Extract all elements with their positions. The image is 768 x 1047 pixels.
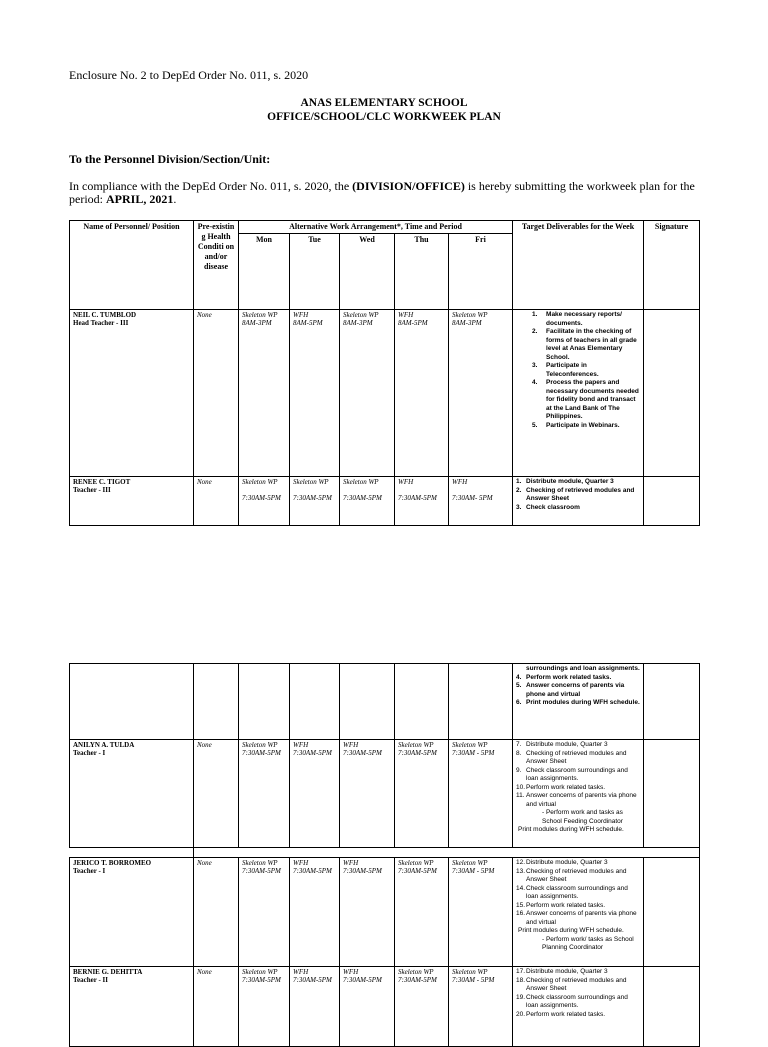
personnel-cell bbox=[70, 967, 194, 1047]
header-deliverables: Target Deliverables for the Week bbox=[513, 221, 644, 310]
signature-cell[interactable] bbox=[644, 740, 700, 848]
personnel-cell bbox=[70, 477, 194, 526]
schedule-mon bbox=[239, 310, 290, 477]
health-condition: None bbox=[194, 477, 239, 526]
arrangement: WFH bbox=[398, 311, 414, 319]
table-row bbox=[70, 740, 700, 848]
deliverables-cell bbox=[513, 967, 644, 1047]
deliverables-cell bbox=[513, 740, 644, 848]
deliverable-item: 7. Distribute module, Quarter 3 bbox=[516, 741, 608, 748]
schedule-fri: Skeleton WP 7:30AM - 5PM bbox=[449, 967, 513, 1047]
time: 8AM-5PM bbox=[293, 319, 323, 327]
deliverable-item: 18. Checking of retrieved modules and Answer Sheet bbox=[516, 976, 627, 992]
deliverable-subitem: - Perform work/ tasks as School Planning Coordinator bbox=[542, 935, 634, 951]
personnel-position: Teacher - II bbox=[73, 976, 108, 984]
health-condition: None bbox=[194, 310, 239, 477]
plan-title: OFFICE/SCHOOL/CLC WORKWEEK PLAN bbox=[267, 111, 501, 123]
deliverable-item: 3. Participate in Teleconferences. bbox=[532, 362, 599, 378]
school-name: ANAS ELEMENTARY SCHOOL bbox=[300, 97, 468, 109]
personnel-position: Teacher - I bbox=[73, 749, 106, 757]
table-row bbox=[70, 664, 700, 740]
table-row bbox=[70, 477, 700, 526]
deliverable-item: 3. Check classroom bbox=[516, 503, 580, 511]
deliverable-item: 5. Answer concerns of parents via phone and virtual bbox=[516, 682, 625, 698]
header-tue: Tue bbox=[290, 234, 340, 310]
schedule-thu: Skeleton WP 7:30AM-5PM bbox=[395, 967, 449, 1047]
arrangement: Skeleton WP bbox=[343, 311, 379, 319]
personnel-name: NEIL C. TUMBLOD bbox=[73, 311, 137, 319]
deliverable-item: surroundings and loan assignments. bbox=[526, 665, 640, 672]
deliverable-item: 9. Check classroom surroundings and loan assignments. bbox=[516, 766, 628, 782]
personnel-position: Head Teacher - III bbox=[73, 319, 129, 327]
schedule-wed bbox=[340, 310, 395, 477]
intro-text-2: is hereby submitting the workweek plan for the period: bbox=[69, 179, 695, 206]
schedule-wed: Skeleton WP 7:30AM-5PM bbox=[340, 477, 395, 526]
personnel-name: ANILYN A. TULDA bbox=[73, 741, 135, 749]
table-row bbox=[70, 310, 700, 477]
schedule-wed: WFH 7:30AM-5PM bbox=[340, 967, 395, 1047]
deliverable-item: 20. Perform work related tasks. bbox=[516, 1010, 606, 1018]
intro-text-3: . bbox=[173, 192, 177, 206]
table-row bbox=[70, 967, 700, 1047]
enclosure-note: Enclosure No. 2 to DepEd Order No. 011, s. 2020 bbox=[69, 68, 309, 82]
personnel-cell bbox=[70, 740, 194, 848]
deliverable-item: 19. Check classroom surroundings and loan assignments. bbox=[516, 993, 628, 1009]
deliverable-item: 13. Checking of retrieved modules and Answer Sheet bbox=[516, 867, 627, 883]
deliverables-cell bbox=[513, 477, 644, 526]
deliverable-item: 4. Perform work related tasks. bbox=[516, 673, 612, 681]
schedule-tue: WFH 7:30AM-5PM bbox=[290, 967, 340, 1047]
schedule-mon: Skeleton WP 7:30AM-5PM bbox=[239, 740, 290, 848]
deliverable-item: 11. Answer concerns of parents via phone and virtual bbox=[516, 792, 637, 808]
header-wed: Wed bbox=[340, 234, 395, 310]
personnel-name: BERNIE G. DEHITTA bbox=[73, 968, 143, 976]
header-thu: Thu bbox=[395, 234, 449, 310]
deliverable-extra: Print modules during WFH schedule. bbox=[518, 927, 624, 934]
time: 8AM-3PM bbox=[452, 319, 482, 327]
schedule-thu: Skeleton WP 7:30AM-5PM bbox=[395, 858, 449, 967]
schedule-wed: WFH 7:30AM-5PM bbox=[340, 740, 395, 848]
header-name: Name of Personnel/ Position bbox=[70, 221, 194, 310]
personnel-cell bbox=[70, 858, 194, 967]
signature-cell[interactable] bbox=[644, 967, 700, 1047]
deliverable-item: 4. Process the papers and necessary documents needed for fidelity bond and transact at the Land Bank of The Philippines. bbox=[532, 379, 639, 420]
personnel-name: RENEE C. TIGOT bbox=[73, 478, 131, 486]
time: 8AM-3PM bbox=[242, 319, 272, 327]
intro-paragraph bbox=[69, 180, 709, 206]
deliverables-cell bbox=[513, 858, 644, 967]
schedule-thu: Skeleton WP 7:30AM-5PM bbox=[395, 740, 449, 848]
header-fri: Fri bbox=[449, 234, 513, 310]
personnel-cell bbox=[70, 310, 194, 477]
deliverable-item: 2. Checking of retrieved modules and Answer Sheet bbox=[516, 486, 635, 502]
arrangement: WFH bbox=[293, 311, 309, 319]
schedule-mon: Skeleton WP 7:30AM-5PM bbox=[239, 477, 290, 526]
arrangement: Skeleton WP bbox=[242, 311, 278, 319]
deliverables-cell bbox=[513, 310, 644, 477]
deliverables-cell bbox=[513, 664, 644, 740]
deliverable-item: 15. Perform work related tasks. bbox=[516, 901, 606, 909]
schedule-tue bbox=[290, 310, 340, 477]
schedule-fri: Skeleton WP 7:30AM - 5PM bbox=[449, 858, 513, 967]
deliverable-extra: Print modules during WFH schedule. bbox=[518, 826, 624, 833]
deliverable-item: 2. Facilitate in the checking of forms of teachers in all grade level at Anas Elementary School. bbox=[532, 328, 637, 361]
deliverable-item: 8. Checking of retrieved modules and Answer Sheet bbox=[516, 749, 627, 765]
salutation: To the Personnel Division/Section/Unit: bbox=[69, 152, 271, 166]
schedule-fri bbox=[449, 310, 513, 477]
schedule-wed: WFH 7:30AM-5PM bbox=[340, 858, 395, 967]
signature-cell[interactable] bbox=[644, 310, 700, 477]
deliverable-item: 6. Print modules during WFH schedule. bbox=[516, 699, 640, 706]
time: 8AM-3PM bbox=[343, 319, 373, 327]
arrangement: Skeleton WP bbox=[452, 311, 488, 319]
deliverable-item: 1. Make necessary reports/ documents. bbox=[532, 311, 622, 327]
signature-cell[interactable] bbox=[644, 858, 700, 967]
schedule-mon: Skeleton WP 7:30AM-5PM bbox=[239, 858, 290, 967]
intro-text-1: In compliance with the DepEd Order No. 011, s. 2020, the bbox=[69, 179, 353, 193]
time: 8AM-5PM bbox=[398, 319, 428, 327]
personnel-position: Teacher - I bbox=[73, 867, 106, 875]
deliverable-item: 1. Distribute module, Quarter 3 bbox=[516, 478, 614, 485]
deliverable-item: 10. Perform work related tasks. bbox=[516, 783, 606, 791]
schedule-thu bbox=[395, 310, 449, 477]
header-awa: Alternative Work Arrangement*, Time and Period bbox=[239, 221, 513, 234]
health-condition: None bbox=[194, 740, 239, 848]
signature-cell[interactable] bbox=[644, 477, 700, 526]
signature-cell[interactable] bbox=[644, 664, 700, 740]
table-row bbox=[70, 858, 700, 967]
schedule-tue: Skeleton WP 7:30AM-5PM bbox=[290, 477, 340, 526]
deliverable-item: 5. Participate in Webinars. bbox=[532, 421, 620, 429]
schedule-mon: Skeleton WP 7:30AM-5PM bbox=[239, 967, 290, 1047]
deliverable-item: 12. Distribute module, Quarter 3 bbox=[516, 859, 608, 866]
personnel-position: Teacher - III bbox=[73, 486, 111, 494]
deliverable-item: 14. Check classroom surroundings and loan assignments. bbox=[516, 884, 628, 900]
workweek-plan-table bbox=[69, 220, 700, 526]
header-health: Pre-existin g Health Conditi on and/or disease bbox=[194, 221, 239, 310]
health-condition: None bbox=[194, 858, 239, 967]
personnel-name: JERICO T. BORROMEO bbox=[73, 859, 152, 867]
intro-division: (DIVISION/OFFICE) bbox=[352, 179, 465, 193]
header-mon: Mon bbox=[239, 234, 290, 310]
schedule-tue: WFH 7:30AM-5PM bbox=[290, 858, 340, 967]
deliverable-subitem: - Perform work and tasks as School Feeding Coordinator bbox=[542, 809, 623, 825]
workweek-plan-table-continued bbox=[69, 663, 700, 1047]
schedule-fri: Skeleton WP 7:30AM - 5PM bbox=[449, 740, 513, 848]
schedule-thu: WFH 7:30AM-5PM bbox=[395, 477, 449, 526]
schedule-tue: WFH 7:30AM-5PM bbox=[290, 740, 340, 848]
header-signature: Signature bbox=[644, 221, 700, 310]
deliverable-item: 17. Distribute module, Quarter 3 bbox=[516, 968, 608, 975]
schedule-fri: WFH 7:30AM- 5PM bbox=[449, 477, 513, 526]
health-condition: None bbox=[194, 967, 239, 1047]
deliverable-item: 16. Answer concerns of parents via phone and virtual bbox=[516, 910, 637, 926]
intro-period: APRIL, 2021 bbox=[106, 192, 174, 206]
